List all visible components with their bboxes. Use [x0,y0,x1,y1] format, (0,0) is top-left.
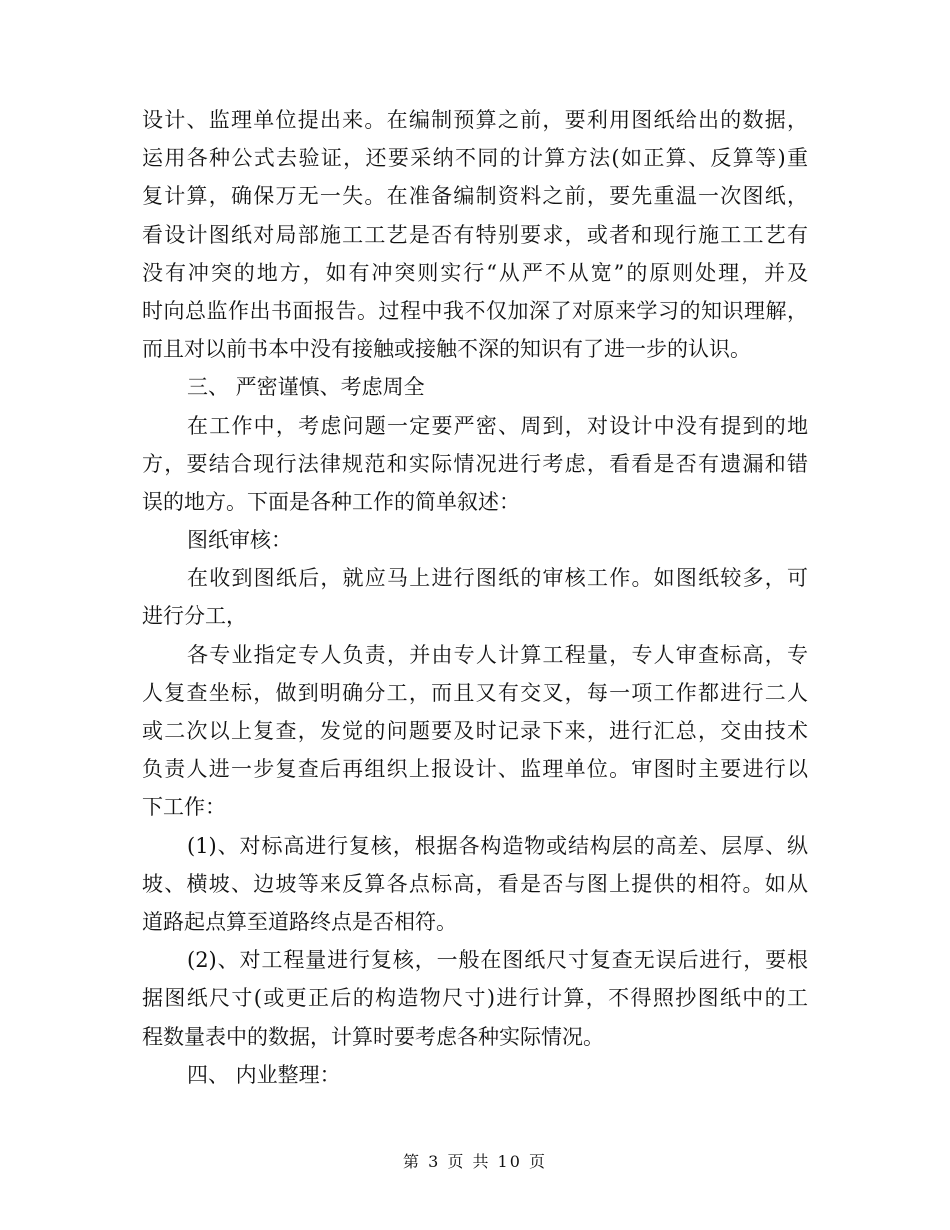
text-line: 在工作中，考虑问题一定要严密、周到，对设计中没有提到的地 [187,413,808,438]
text-line: 进行分工， [142,604,247,629]
text-line: 方，要结合现行法律规范和实际情况进行考虑，看看是否有遗漏和错 [142,451,808,476]
text-line: 程数量表中的数据，计算时要考虑各种实际情况。 [142,1024,604,1049]
text-line: 运用各种公式去验证，还要采纳不同的计算方法(如正算、反算等)重 [142,146,808,171]
section-heading: 三、 严密谨慎、考虑周全 [187,375,425,400]
text-line: 坡、横坡、边坡等来反算各点标高，看是否与图上提供的相符。如从 [142,871,808,896]
text-line: 看设计图纸对局部施工工艺是否有特别要求，或者和现行施工工艺有 [142,222,808,247]
text-line: (2)、对工程量进行复核，一般在图纸尺寸复查无误后进行，要根 [187,948,808,973]
text-line: 或二次以上复查，发觉的问题要及时记录下来，进行汇总，交由技术 [142,719,808,743]
page-number-footer: 第 3 页 共 10 页 [403,1152,547,1171]
text-line: 在收到图纸后，就应马上进行图纸的审核工作。如图纸较多，可 [187,566,808,591]
text-line: 道路起点算至道路终点是否相符。 [142,909,457,934]
text-line: 下工作： [142,795,226,820]
text-line: 而且对以前书本中没有接触或接触不深的知识有了进一步的认识。 [142,337,751,362]
text-line: 据图纸尺寸(或更正后的构造物尺寸)进行计算，不得照抄图纸中的工 [142,986,808,1011]
document-body [142,101,808,1094]
subsection-heading: 图纸审核： [187,528,292,553]
text-line: 复计算，确保万无一失。在准备编制资料之前，要先重温一次图纸， [142,184,808,209]
text-line: (1)、对标高进行复核，根据各构造物或结构层的高差、层厚、纵 [187,833,808,858]
text-line: 时向总监作出书面报告。过程中我不仅加深了对原来学习的知识理解， [142,298,808,323]
text-line: 设计、监理单位提出来。在编制预算之前，要利用图纸给出的数据， [142,108,808,132]
text-line: 各专业指定专人负责，并由专人计算工程量，专人审查标高，专 [187,642,808,667]
text-line: 人复查坐标，做到明确分工，而且又有交叉，每一项工作都进行二人 [142,680,808,705]
text-line: 没有冲突的地方，如有冲突则实行“从严不从宽”的原则处理，并及 [142,260,808,285]
section-heading: 四、 内业整理： [187,1062,341,1087]
text-line: 负责人进一步复查后再组织上报设计、监理单位。审图时主要进行以 [142,757,808,782]
text-line: 误的地方。下面是各种工作的简单叙述： [142,489,520,514]
